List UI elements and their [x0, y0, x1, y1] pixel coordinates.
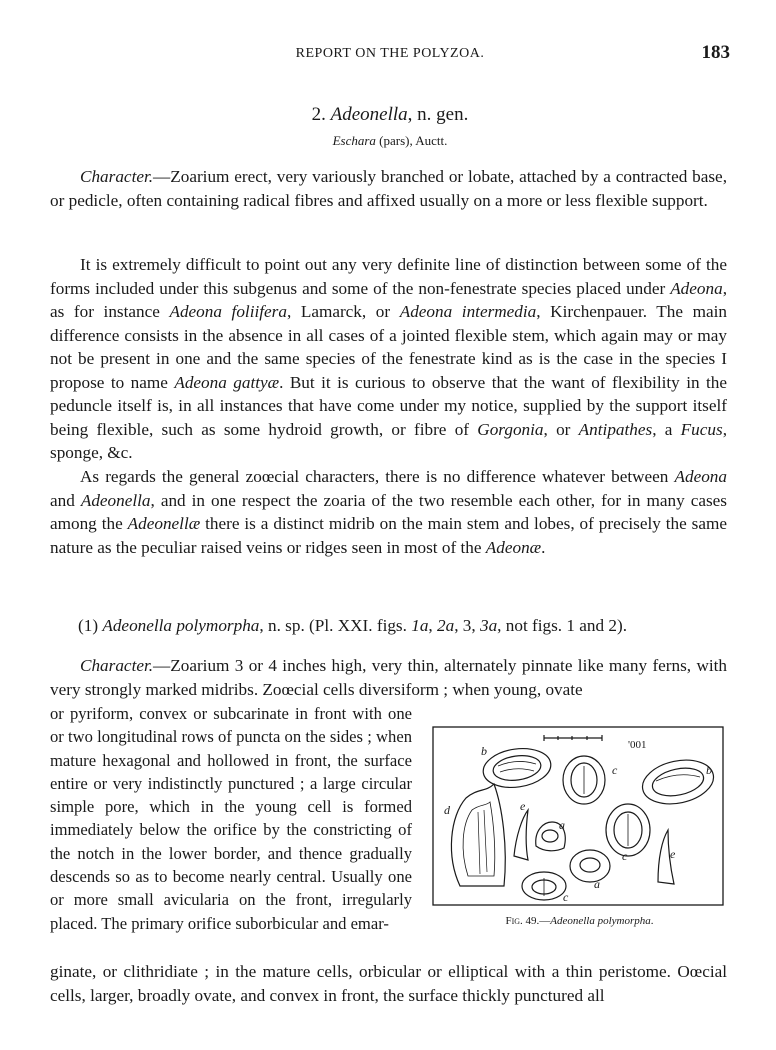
caption-prefix: Fig. 49.— [505, 915, 551, 927]
text: , as for instance [50, 278, 727, 321]
caption-end: . [650, 915, 654, 927]
text: , not figs. 1 and 2). [497, 616, 628, 635]
text: , sponge, &c. [50, 419, 727, 462]
fig-ref: 2a [437, 616, 455, 635]
character-text: or pyriform, convex or subcarinate in front with one or two longitudinal rows of puncta on the sides ; when mature hexagonal and hollowed in front, the surface entire or very indistinctly punctured ; a large circular simple pore, which in the young cell is formed immediately below the orifice by the constricting of the notch in the lower border, and thence gradually descends so as to become nearly central. Usually one or more small avicularia on the front, irregularly placed. The primary orifice suborbicular and emar- [50, 704, 412, 933]
text: It is extremely difficult to point out any very definite line of distinction between some of the forms included under this subgenus and some of the non-fenestrate species placed under [50, 255, 727, 298]
scale-label: '001 [628, 739, 647, 751]
figure-illustration [432, 726, 724, 906]
character-label: Character. [80, 656, 154, 675]
fig-ref: 1a [411, 616, 429, 635]
species-number: (1) [78, 616, 103, 635]
fig-ref: 3a [479, 616, 498, 635]
label-d: d [444, 803, 450, 817]
page-header [50, 42, 730, 66]
taxon: Adeona [674, 467, 727, 486]
text: As regards the general zoœcial characters, there is no difference whatever between [80, 467, 675, 486]
cell-a-bottom [570, 850, 610, 882]
label-a: a [559, 818, 565, 832]
character-text: —Zoarium 3 or 4 inches high, very thin, alternately pinnate like many ferns, with very strongly marked midribs. Zoœcial cells diversiform ; when young, ovate [50, 656, 727, 699]
caption-species: Adeonella polymorpha [550, 915, 651, 927]
taxon: Fucus [680, 419, 723, 439]
species-name: Adeonella polymorpha [102, 616, 260, 635]
genus-synonym [50, 133, 730, 149]
character-text: ginate, or clithridiate ; in the mature cells, orbicular or elliptical with a thin peristome. Oœcial cells, larger, broadly ovate, and convex in front, the surface thickly punctured all [50, 962, 727, 1005]
taxon: Adeonæ [485, 537, 542, 557]
scale-bar [544, 735, 602, 741]
taxon: Antipathes [578, 419, 653, 439]
label-e: e [520, 799, 526, 813]
character-text: —Zoarium erect, very variously branched or lobate, attached by a contracted base, or pedicle, often containing radical fibres and affixed usually on a more or less flexible support. [50, 167, 727, 210]
cell-c-top [563, 756, 605, 804]
species-character-bottom [50, 960, 727, 1007]
taxon: Adeonellæ [127, 514, 201, 533]
text: . But it is curious to observe that the want of flexibility in the peduncle itself is, in all instances that have come under my notice, supplied by the support itself being flexible, such as some hydroid growth, or fibre of [50, 372, 727, 439]
taxon: Adeona foliifera [169, 302, 287, 321]
figure-49 [432, 726, 727, 944]
text: , and in one respect the zoaria of the two resemble each other, for in many cases among the [50, 490, 727, 533]
cell-c-bottom [522, 872, 566, 900]
text: . [541, 537, 546, 557]
taxon: Adeona intermedia [399, 302, 537, 321]
species-heading [78, 616, 627, 636]
label-c: c [612, 763, 618, 777]
cell-c-right [606, 804, 650, 856]
text: , 3, [454, 616, 480, 635]
synonym-name: Eschara [332, 133, 376, 148]
taxon: Adeonella [80, 490, 151, 510]
cell-d [451, 784, 505, 886]
text: and [50, 490, 81, 510]
text: , [428, 616, 437, 635]
text: , Lamarck, or [286, 302, 400, 321]
taxon: Adeona gattyæ [174, 372, 280, 392]
discussion-paragraph-1 [50, 253, 727, 465]
label-b: b [481, 744, 487, 758]
genus-suffix: , n. gen. [407, 104, 469, 125]
text: there is a distinct midrib on the main stem and lobes, of precisely the same nature as the peculiar raised veins or ridges seen in most of the [50, 514, 727, 557]
text: , Kirchenpauer. The main difference consists in the absence in all cases of a jointed flexible stem, which again may or may not be present in one and the same species of the fenestrate kind as is the case in the species I propose to name [50, 302, 727, 392]
label-b: b [706, 763, 712, 777]
label-e: e [670, 847, 676, 861]
label-c: c [563, 890, 569, 904]
text: , or [543, 419, 579, 439]
running-head: REPORT ON THE POLYZOA. [295, 46, 485, 61]
page-number: 183 [701, 42, 730, 63]
discussion-paragraph-2 [50, 465, 727, 559]
text: , n. sp. (Pl. XXI. figs. [259, 616, 412, 635]
character-label: Character. [80, 167, 154, 186]
taxon: Adeona [670, 278, 723, 298]
label-a: a [594, 877, 600, 891]
text: , a [652, 419, 681, 439]
species-character-first-line [50, 654, 727, 701]
genus-name: Adeonella [330, 104, 408, 125]
cell-b-left [481, 744, 554, 791]
taxon: Gorgonia [477, 419, 544, 439]
genus-character-paragraph [50, 165, 727, 212]
genus-heading [50, 104, 730, 126]
label-c: c [622, 849, 628, 863]
genus-number: 2. [311, 104, 326, 125]
figure-caption [432, 915, 727, 927]
species-character-wrapped [50, 702, 412, 935]
avicularium-e-left [514, 810, 528, 860]
synonym-rest: (pars), Auctt. [375, 133, 448, 148]
